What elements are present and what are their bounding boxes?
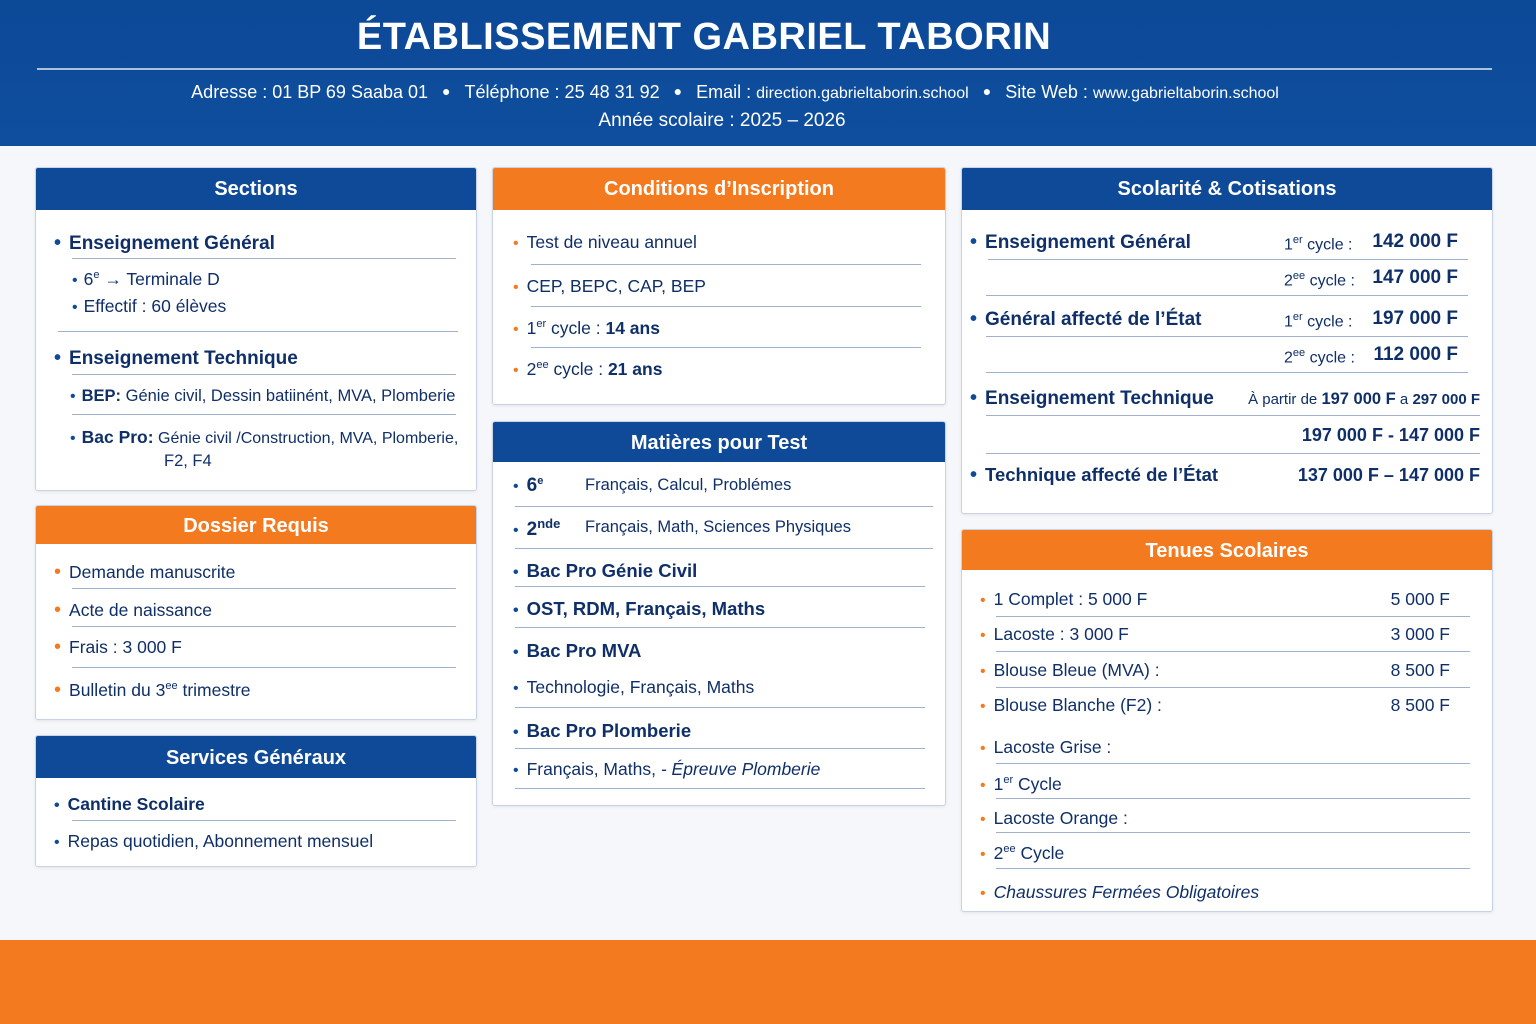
fee-technique-range-text: À partir de 197 000 F a 297 000 F <box>1248 390 1480 408</box>
section-general-effectif: • Effectif : 60 élèves <box>72 296 227 316</box>
matiere-2nde-text: Français, Math, Sciences Physiques <box>585 518 851 536</box>
phone: Téléphone : 25 48 31 92 <box>464 82 660 102</box>
dossier-title: Dossier Requis <box>36 506 476 544</box>
tenue-grise: • Lacoste Grise : <box>980 737 1112 757</box>
email-label: Email : <box>696 82 752 102</box>
fee-etat-c2-label: $2^{ee}$ cycle : <box>1284 347 1355 367</box>
fee-general-c2-label: $2^{ee}$ cycle : <box>1284 270 1355 290</box>
tenue-price: 3 000 F <box>1390 624 1450 644</box>
tenue-price: 8 500 F <box>1390 660 1450 680</box>
matiere-mva: • Bac Pro MVA <box>513 640 642 661</box>
tenue-orange: • Lacoste Orange : <box>980 808 1128 828</box>
footer-band <box>0 940 1536 1024</box>
fee-tech-etat: • Technique affecté de l’État <box>970 464 1219 486</box>
matieres-title: Matières pour Test <box>493 422 945 462</box>
tenue-item: • 1 Complet : 5 000 F <box>980 589 1148 609</box>
matiere-plomberie-text: • Français, Maths, - Épreuve Plomberie <box>513 759 821 779</box>
email: direction.gabrieltaborin.school <box>756 85 969 102</box>
matiere-2nde: • 2nde <box>513 516 561 540</box>
section-bacpro-more: F2, F4 <box>164 452 212 470</box>
header-banner <box>0 0 1536 146</box>
section-technique: • Enseignement Technique <box>54 347 298 369</box>
condition-item: • CEP, BEPC, CAP, BEP <box>513 276 706 296</box>
tenue-price: 5 000 F <box>1390 589 1450 609</box>
tenue-item: • Lacoste : 3 000 F <box>980 624 1129 644</box>
services-title: Services Généraux <box>36 736 476 778</box>
bullet-icon: ● <box>982 83 992 99</box>
tenue-chaussures: • Chaussures Fermées Obligatoires <box>980 882 1260 902</box>
matiere-mva-text: • Technologie, Français, Maths <box>513 677 755 697</box>
tenue-price: 8 500 F <box>1390 695 1450 715</box>
school-title: ÉTABLISSEMENT GABRIEL TABORIN <box>356 16 1052 58</box>
conditions-card <box>492 167 946 405</box>
fee-etat-c1-label: 1er cycle : <box>1284 311 1353 331</box>
conditions-title: Conditions d’Inscription <box>493 168 945 210</box>
services-repas: • Repas quotidien, Abonnement mensuel <box>54 831 374 851</box>
fee-general-c1-label: 1er cycle : <box>1284 234 1353 254</box>
fee-technique-range: 197 000 F - 147 000 F <box>1301 425 1480 445</box>
contact-line <box>0 82 1470 103</box>
website: www.gabrieltaborin.school <box>1092 85 1279 102</box>
bullet-icon: ● <box>673 83 683 99</box>
tenue-item: • Blouse Bleue (MVA) : <box>980 660 1160 680</box>
section-bep: • BEP: Génie civil, Dessin batiinént, MVA, Plomberie <box>70 387 456 405</box>
bullet-icon: ● <box>442 83 451 99</box>
fee-general: • Enseignement Général <box>970 231 1191 253</box>
header-divider <box>37 68 1492 70</box>
fee-general-c1-price: 142 000 F <box>1372 231 1458 252</box>
fee-technique: • Enseignement Technique <box>970 387 1214 409</box>
matiere-6e: • 6e <box>513 475 544 496</box>
scolarite-title: Scolarité & Cotisations <box>962 168 1492 210</box>
sections-card <box>35 167 477 491</box>
fee-etat-c1-price: 197 000 F <box>1372 308 1458 329</box>
services-card <box>35 735 477 867</box>
fee-etat-c2-price: 112 000 F <box>1373 344 1458 365</box>
tenues-card <box>961 529 1493 912</box>
dossier-item: • Bulletin du $3^{ee}$ trimestre <box>54 679 251 701</box>
school-year: Année scolaire : 2025 – 2026 <box>598 110 846 131</box>
matiere-plomberie: • Bac Pro Plomberie <box>513 720 692 741</box>
section-general: • Enseignement Général <box>54 232 275 254</box>
tenue-cycle2: • $2^{ee}$ Cycle <box>980 843 1065 863</box>
tenues-title: Tenues Scolaires <box>962 530 1492 570</box>
fee-general-c2-price: 147 000 F <box>1372 267 1458 288</box>
matiere-genie-civil-text: • OST, RDM, Français, Maths <box>513 598 766 619</box>
address: Adresse : 01 BP 69 Saaba 01 <box>191 82 429 102</box>
dossier-item: • Acte de naissance <box>54 599 213 621</box>
scolarite-card <box>961 167 1493 514</box>
section-bacpro: • Bac Pro: Génie civil /Construction, MVA, Plomberie, <box>70 427 459 447</box>
site-label: Site Web : <box>1005 82 1088 102</box>
dossier-card <box>35 505 477 720</box>
fee-etat: • Général affecté de l’État <box>970 308 1202 330</box>
condition-item: • 1er cycle : 14 ans <box>513 318 660 338</box>
tenue-item: • Blouse Blanche (F2) : <box>980 695 1162 715</box>
matieres-card <box>492 421 946 806</box>
matiere-6e-text: Français, Calcul, Problémes <box>585 476 792 494</box>
matiere-genie-civil: • Bac Pro Génie Civil <box>513 560 698 581</box>
sections-title: Sections <box>36 168 476 210</box>
dossier-item: • Demande manuscrite <box>54 561 236 583</box>
condition-item: • Test de niveau annuel <box>513 232 697 252</box>
section-general-levels: • 6e → Terminale D <box>72 269 220 289</box>
tenue-cycle1: • 1er Cycle <box>980 774 1062 794</box>
services-cantine: • Cantine Scolaire <box>54 794 205 814</box>
dossier-item: • Frais : 3 000 F <box>54 636 182 658</box>
condition-item: • $2^{ee}$ cycle : 21 ans <box>513 359 663 379</box>
fee-tech-etat-price: 137 000 F – 147 000 F <box>1297 465 1480 485</box>
